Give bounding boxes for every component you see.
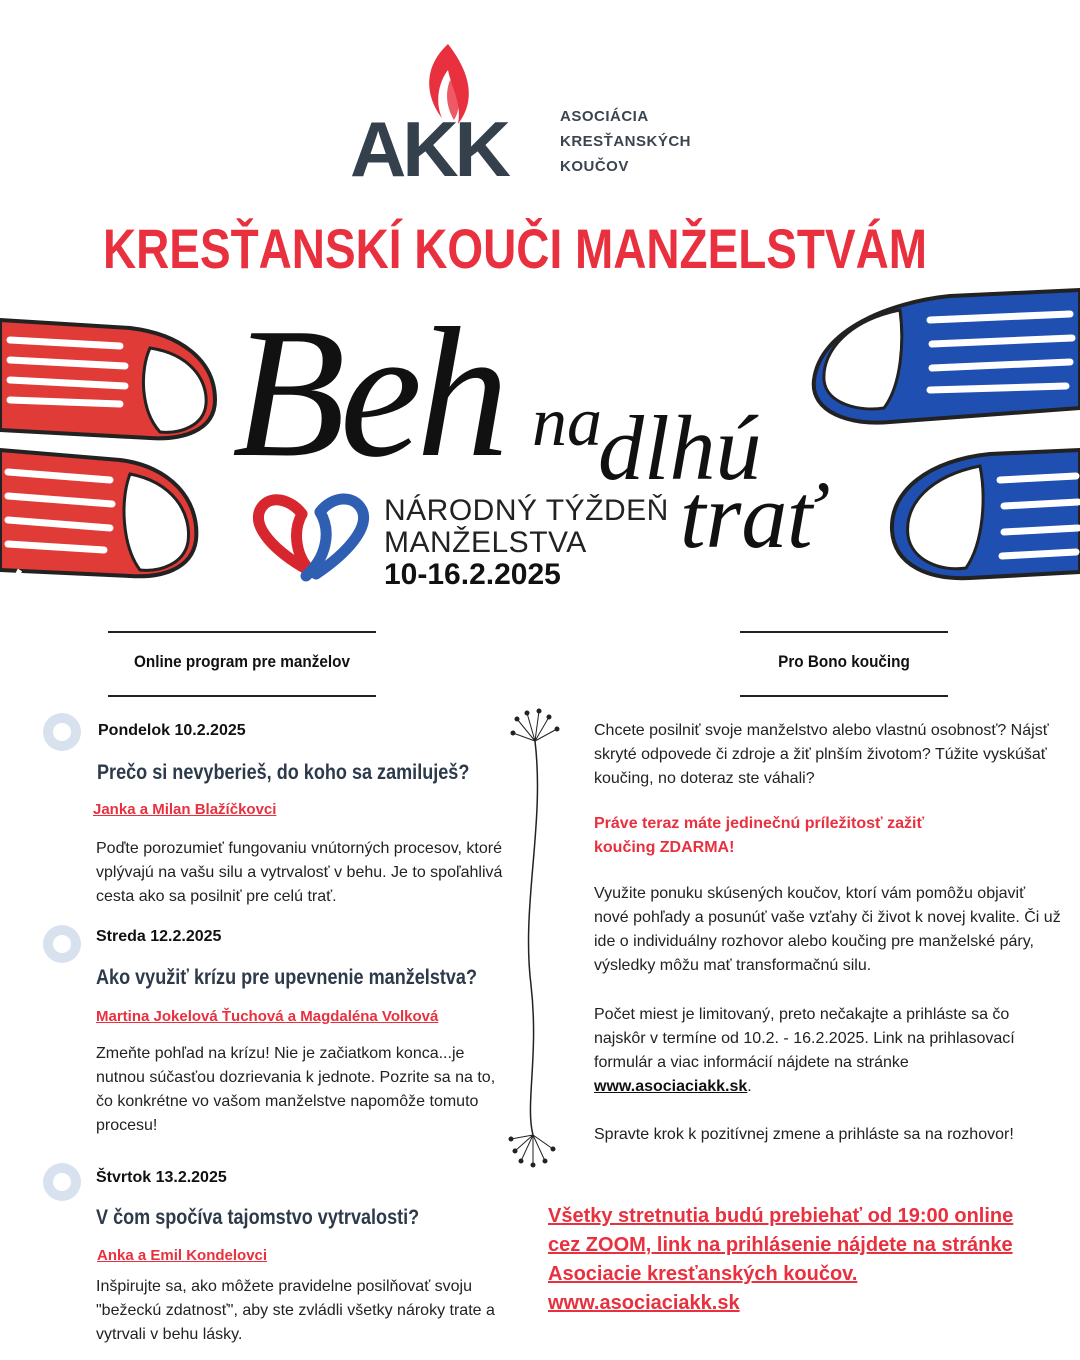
website-link[interactable]: www.asociaciakk.sk [594,1078,748,1095]
zoom-website-link[interactable]: www.asociaciakk.sk [548,1292,740,1314]
divider [740,695,948,697]
logo-line-3: KOUČOV [560,158,629,175]
probono-offer-line-1: Práve teraz máte jedinečnú príležitosť zažiť [594,815,925,832]
probono-intro: Chcete posilniť svoje manželstvo alebo vlastnú osobnosť? Nájsť skryté odpovede či zdroje a žiť plnším životom? Túžite vyskúšať koučing, no doteraz ste váhali? [594,722,1049,787]
logo-line-2: KRESŤANSKÝCH [560,133,692,150]
probono-registration [594,1003,1064,1099]
zoom-note [548,1202,1048,1318]
event-title: V čom spočíva tajomstvo vytrvalosti? [96,1206,420,1229]
dandelion-divider-icon [505,705,565,1175]
event-speakers[interactable]: Janka a Milan Blažíčkovci [93,801,277,818]
logo-line-1: ASOCIÁCIA [560,108,649,125]
zoom-note-text: Všetky stretnutia budú prebiehať od 19:00 online cez ZOOM, link na prihlásenie nájdete na stránke Asociacie kresťanských koučov. [548,1205,1014,1285]
divider [740,631,948,633]
event-bullet-icon [43,925,81,963]
event-title: Prečo si nevyberieš, do koho sa zamiluješ? [97,761,470,784]
event-title: Ako využiť krízu pre upevnenie manželstva? [96,966,478,989]
week-title-line-1: NÁRODNÝ TÝŽDEŇ [384,494,669,527]
akk-logo [350,40,710,190]
event-speakers[interactable]: Anka a Emil Kondelovci [97,1247,268,1264]
probono-cta: Spravte krok k pozitívnej zmene a prihláste sa na rozhovor! [594,1126,1014,1143]
hero-word-trat: trať [680,465,821,567]
event-bullet-icon [43,713,81,751]
week-dates: 10-16.2.2025 [384,558,561,591]
hero-word-beh: Beh [232,290,504,496]
event-day: Štvrtok 13.2.2025 [96,1169,227,1186]
logo-letters: AKK [350,105,507,190]
probono-offer-line-2: koučing ZDARMA! [594,839,735,856]
flame-icon [350,40,550,190]
red-sneakers-icon [0,300,240,610]
event-description: Poďte porozumieť fungovaniu vnútorných procesov, ktoré vplývajú na vašu silu a vytrvalosť v behu. Je to spoľahlivá cesta ako sa posilniť pre celú trať. [96,840,503,905]
probono-heading: Pro Bono koučing [778,652,910,671]
event-speakers[interactable]: Martina Jokelová Ťuchová a Magdaléna Volková [96,1008,439,1025]
divider [108,631,376,633]
event-description: Zmeňte pohľad na krízu! Nie je začiatkom konca...je nutnou súčasťou dozrievania k jednote. Pozrite sa na to, čo konkrétne vo vašom manželstve napomôže tomuto procesu! [96,1045,496,1134]
hero-word-dlhu: dlhú [598,397,762,499]
event-day: Streda 12.2.2025 [96,928,222,945]
program-heading: Online program pre manželov [134,652,350,671]
probono-details: Využite ponuku skúsených koučov, ktorí vám pomôžu objaviť nové pohľady a posunúť vaše vzťahy či život k novej kvalite. Či už ide o individuálny rozhovor alebo koučing pre manželské páry, výsledky môžu mať transformačnú silu. [594,885,1061,974]
hero-word-na: na [532,384,602,461]
linked-hearts-icon [246,488,376,588]
event-day: Pondelok 10.2.2025 [98,722,246,739]
week-title-line-2: MANŽELSTVA [384,526,587,559]
registration-end: . [747,1078,752,1095]
page-title: KRESŤANSKÍ KOUČI MANŽELSTVÁM [102,217,927,280]
probono-registration-text: Počet miest je limitovaný, preto nečakajte a prihláste sa čo najskôr v termíne od 10.2. - 16.2.2025. Link na prihlasovací formulár a viac informácií nájdete na stránke [594,1006,1015,1071]
event-bullet-icon [43,1163,81,1201]
blue-sneakers-icon [800,280,1080,610]
event-description: Inšpirujte sa, ako môžete pravidelne posilňovať svoju "bežeckú zdatnosť", aby ste zvládli všetky nároky trate a vytrvali v behu lásky. [96,1278,495,1343]
divider [108,695,376,697]
